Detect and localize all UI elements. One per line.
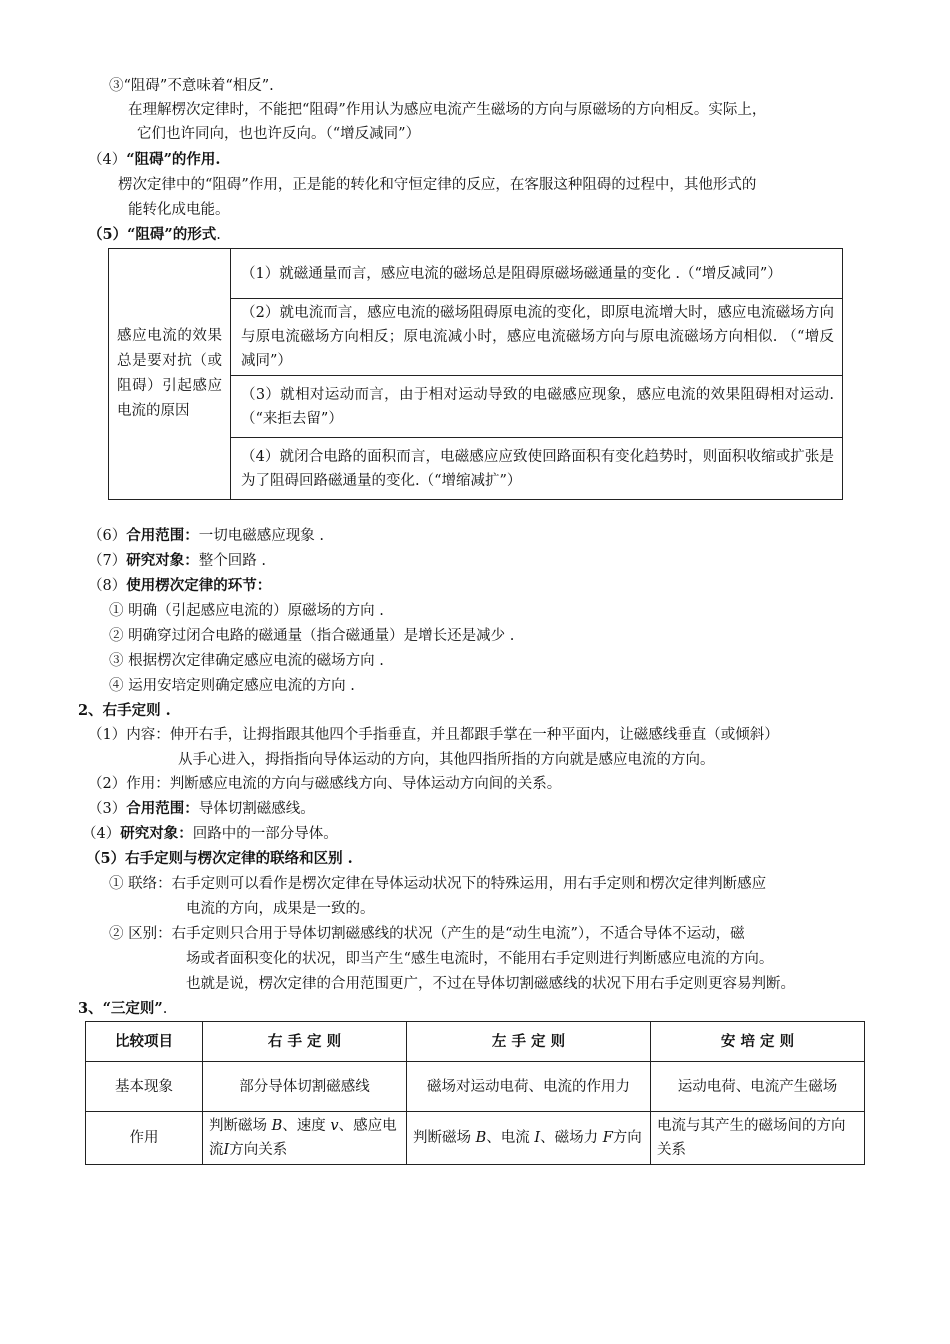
- table-row: （2）就电流而言，感应电流的磁场阻碍原电流的变化，即原电流增大时，感应电流磁场方向与原电流磁场方向相反；原电流减小时，感应电流磁场方向与原电流磁场方向相似. （“增反减同”）: [231, 299, 843, 376]
- table-cell: 作用: [86, 1112, 203, 1165]
- step-item: ② 明确穿过闭合电路的磁通量（指合磁通量）是增长还是减少 .: [109, 628, 515, 644]
- section-title: 合用范围：: [126, 800, 199, 817]
- section-period: .: [216, 227, 221, 243]
- table-header: 安 培 定 则: [651, 1022, 865, 1062]
- table-left-cell: 感应电流的效果总是要对抗（或阻碍）引起感应电流的原因: [109, 249, 231, 500]
- paragraph-line: 它们也许同向，也也许反向。（“增反减同”）: [137, 126, 421, 142]
- section-title: 3、“三定则”: [78, 1000, 163, 1017]
- right-hand-object: [82, 822, 338, 846]
- step-item: ③ 根据楞次定律确定感应电流的磁场方向 .: [109, 653, 384, 669]
- section-number: （3）: [88, 801, 127, 817]
- point-3-heading: ③“阻碍”不意味着“相反”.: [109, 78, 274, 94]
- section-number: （4）: [82, 826, 121, 842]
- paragraph-line: 在理解楞次定律时，不能把“阻碍”作用认为感应电流产生磁场的方向与原磁场的方向相反。实际上，: [128, 102, 767, 118]
- paragraph-line: 能转化成电能。: [128, 202, 230, 218]
- table-row: （4）就闭合电路的面积而言，电磁感应应致使回路面积有变化趋势时，则面积收缩或扩张是为了阻碍回路磁通量的变化.（“增缩减扩”）: [231, 438, 843, 500]
- paragraph-line: ② 区别：右手定则只合用于导体切割磁感线的状况（产生的是“动生电流”），不适合导体不运动，磁: [109, 926, 745, 942]
- section-3-heading: [78, 997, 167, 1021]
- table-header: 比较项目: [86, 1022, 203, 1062]
- right-hand-scope: [88, 797, 315, 821]
- section-number: （7）: [88, 553, 127, 569]
- section-period: .: [162, 1001, 168, 1017]
- relation-heading: （5）右手定则与楞次定律的联络和区别 .: [86, 850, 353, 867]
- section-period: .: [215, 151, 221, 168]
- section-title: 研究对象：: [126, 552, 199, 569]
- section-text: 一切电磁感应现象 .: [198, 528, 324, 544]
- table-row: （1）就磁通量而言，感应电流的磁场总是阻碍原磁场磁通量的变化 .（“增反减同”）: [231, 249, 843, 299]
- table-header: 左 手 定 则: [407, 1022, 651, 1062]
- section-4-heading: [88, 148, 220, 172]
- table-cell: 部分导体切割磁感线: [203, 1062, 407, 1112]
- paragraph-line: ① 联络：右手定则可以看作是楞次定律在导体运动状况下的特殊运用，用右手定则和楞次定律判断感应: [109, 876, 767, 892]
- three-rules-table: [85, 1021, 865, 1165]
- section-title: “阻碍”的作用: [126, 151, 216, 168]
- section-title: （5）“阻碍”的形式: [88, 226, 217, 243]
- obstruction-forms-table: [108, 248, 843, 500]
- section-2-heading: 2、右手定则 .: [78, 702, 171, 719]
- section-title: 使用楞次定律的环节：: [126, 577, 272, 594]
- step-item: ④ 运用安培定则确定感应电流的方向 .: [109, 678, 355, 694]
- section-text: 回路中的一部分导体。: [192, 826, 338, 842]
- table-cell: 电流与其产生的磁场间的方向关系: [651, 1112, 865, 1165]
- table-cell: 磁场对运动电荷、电流的作用力: [407, 1062, 651, 1112]
- section-number: （6）: [88, 528, 127, 544]
- section-6: [88, 524, 324, 548]
- paragraph-line: 也就是说，楞次定律的合用范围更广，不过在导体切割磁感线的状况下用右手定则更容易判断。: [186, 976, 795, 992]
- table-cell: 基本现象: [86, 1062, 203, 1112]
- paragraph-line: （2）作用：判断感应电流的方向与磁感线方向、导体运动方向间的关系。: [88, 776, 562, 792]
- step-item: ① 明确（引起感应电流的）原磁场的方向 .: [109, 603, 384, 619]
- section-number: （8）: [88, 578, 127, 594]
- table-row: （3）就相对运动而言，由于相对运动导致的电磁感应现象，感应电流的效果阻碍相对运动.（“来拒去留”）: [231, 376, 843, 438]
- section-number: （4）: [88, 152, 127, 168]
- section-8: [88, 574, 271, 598]
- section-title: 研究对象：: [120, 825, 193, 842]
- paragraph-line: 楞次定律中的“阻碍”作用，正是能的转化和守恒定律的反应，在客服这种阻碍的过程中，其他形式的: [118, 177, 757, 193]
- paragraph-line: （1）内容：伸开右手，让拇指跟其他四个手指垂直，并且都跟手掌在一种平面内，让磁感线垂直（或倾斜）: [88, 727, 779, 743]
- paragraph-line: 电流的方向，成果是一致的。: [186, 901, 375, 917]
- paragraph-line: 场或者面积变化的状况，即当产生“感生电流时，不能用右手定则进行判断感应电流的方向。: [186, 951, 774, 967]
- table-cell: 判断磁场 B、电流 I、磁场力 F方向: [407, 1112, 651, 1165]
- paragraph-line: 从手心进入，拇指指向导体运动的方向，其他四指所指的方向就是感应电流的方向。: [178, 752, 715, 768]
- section-title: 合用范围：: [126, 527, 199, 544]
- section-7: [88, 549, 266, 573]
- table-cell: 判断磁场 B、速度 v、感应电流I方向关系: [203, 1112, 407, 1165]
- section-text: 导体切割磁感线。: [198, 801, 315, 817]
- table-cell: 运动电荷、电流产生磁场: [651, 1062, 865, 1112]
- section-5-heading: [88, 223, 221, 247]
- section-text: 整个回路 .: [198, 553, 266, 569]
- table-header: 右 手 定 则: [203, 1022, 407, 1062]
